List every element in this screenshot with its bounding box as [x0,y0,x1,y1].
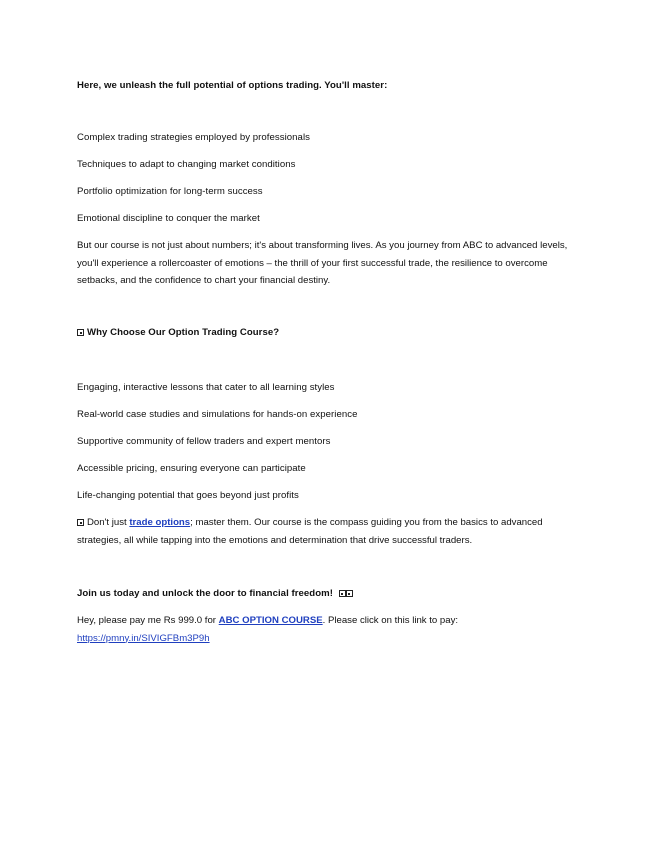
missing-glyph-icon [346,590,353,597]
master-item: Techniques to adapt to changing market conditions [77,159,296,170]
pay-url-link[interactable]: https://pmny.in/SIVIGFBm3P9h [77,632,210,644]
intro-heading: Here, we unleash the full potential of options trading. You'll master: [77,80,388,91]
payment-paragraph [77,612,582,647]
dont-paragraph [77,514,582,549]
missing-glyph-icon [77,329,84,336]
missing-glyph-icon [339,590,346,597]
trade-options-link[interactable]: trade options [129,517,191,528]
course-link[interactable]: ABC OPTION COURSE [218,615,323,626]
payment-middle: . Please click on this link to pay: [322,615,459,626]
transform-paragraph: But our course is not just about numbers; it's about transforming lives. As you journey from ABC to advanced levels, you'll experience a rollercoaster of emotions – the thrill of your first successful trade, the resilience to overcome setbacks, and the confidence to chart your financial destiny. [77,240,568,286]
join-heading: Join us today and unlock the door to financial freedom! [77,588,333,599]
why-item: Life-changing potential that goes beyond just profits [77,490,299,501]
why-heading: Why Choose Our Option Trading Course? [87,327,280,338]
why-item: Supportive community of fellow traders and expert mentors [77,436,331,447]
dont-suffix: ; master them. Our course is the compass guiding you from the basics to advanced strategies, all while tapping into the emotions and determination that drive successful traders. [77,517,543,546]
why-heading-row [77,324,279,341]
master-item: Complex trading strategies employed by professionals [77,132,310,143]
payment-prefix: Hey, please pay me Rs 999.0 for [77,615,219,626]
missing-glyph-icon [77,519,84,526]
master-item: Emotional discipline to conquer the market [77,213,260,224]
join-heading-row [77,585,356,602]
master-item: Portfolio optimization for long-term success [77,186,263,197]
why-item: Accessible pricing, ensuring everyone can participate [77,463,306,474]
dont-prefix: Don't just [87,517,130,528]
why-item: Engaging, interactive lessons that cater to all learning styles [77,382,335,393]
why-item: Real-world case studies and simulations for hands-on experience [77,409,358,420]
